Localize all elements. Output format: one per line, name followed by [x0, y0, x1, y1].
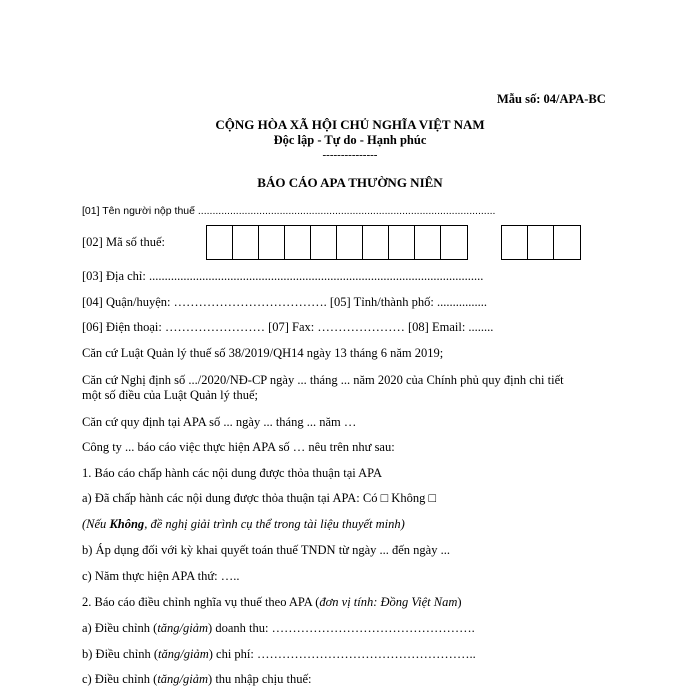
item-2a-pre: a) Điều chỉnh (	[82, 621, 158, 635]
header-separator: ---------------	[322, 149, 378, 161]
tax-code-digit[interactable]	[389, 226, 415, 259]
tax-code-digit[interactable]	[207, 226, 233, 259]
document-title: BÁO CÁO APA THƯỜNG NIÊN	[257, 175, 443, 190]
report-intro: Công ty ... báo cáo việc thực hiện APA số … nêu trên như sau:	[82, 440, 395, 454]
item-2c-emphasis: tăng/giảm	[157, 672, 209, 686]
item-1a: a) Đã chấp hành các nội dung được thỏa thuận tại APA: Có □ Không □	[82, 491, 436, 505]
form-code: Mẫu số: 04/APA-BC	[497, 92, 606, 106]
note-1a-post: , đề nghị giải trình cụ thể trong tài liệu thuyết minh)	[144, 517, 405, 531]
item-2b	[82, 646, 476, 662]
item-1c: c) Năm thực hiện APA thứ: …..	[82, 569, 240, 583]
note-1a	[82, 516, 405, 532]
tax-code-branch-digit[interactable]	[554, 226, 580, 259]
section-2-heading	[82, 594, 462, 610]
tax-code-digit[interactable]	[363, 226, 389, 259]
section-2-post: )	[457, 595, 462, 609]
legal-basis-3: Căn cứ quy định tại APA số ... ngày ... tháng ... năm …	[82, 415, 357, 429]
tax-code-branch-digit[interactable]	[528, 226, 554, 259]
item-2b-pre: b) Điều chỉnh (	[82, 647, 159, 661]
motto: Độc lập - Tự do - Hạnh phúc	[273, 133, 427, 147]
contact-field: [06] Điện thoại: …………………… [07] Fax: ………………… [08] Email: ........	[82, 320, 494, 334]
legal-basis-2-line1: Căn cứ Nghị định số .../2020/NĐ-CP ngày ... tháng ... năm 2020 của Chính phủ quy định chi tiết	[82, 373, 564, 387]
address-field: [03] Địa chỉ: ...........................................................................................................	[82, 269, 484, 283]
tax-code-digit[interactable]	[415, 226, 441, 259]
tax-code-digit[interactable]	[441, 226, 467, 259]
item-2c	[82, 671, 311, 687]
tax-code-digit[interactable]	[233, 226, 259, 259]
section-2-unit: đơn vị tính: Đồng Việt Nam	[319, 595, 458, 609]
taxpayer-name-field: [01] Tên người nộp thuế ......................................................................................................	[82, 205, 496, 217]
tax-code-box-branch[interactable]	[501, 225, 581, 260]
tax-code-branch-digit[interactable]	[502, 226, 528, 259]
item-2a-emphasis: tăng/giảm	[157, 621, 209, 635]
legal-basis-1: Căn cứ Luật Quản lý thuế số 38/2019/QH14 ngày 13 tháng 6 năm 2019;	[82, 346, 444, 360]
tax-code-digit[interactable]	[259, 226, 285, 259]
nation-heading: CỘNG HÒA XÃ HỘI CHỦ NGHĨA VIỆT NAM	[215, 117, 485, 132]
district-province-field: [04] Quận/huyện: ………………………………. [05] Tỉnh/thành phố: ................	[82, 295, 487, 309]
section-1-heading: 1. Báo cáo chấp hành các nội dung được thỏa thuận tại APA	[82, 466, 383, 480]
item-2b-post: ) chi phí: ……………………………………………..	[208, 647, 476, 661]
item-2c-pre: c) Điều chỉnh (	[82, 672, 158, 686]
tax-code-digit[interactable]	[337, 226, 363, 259]
legal-basis-2-line2: một số điều của Luật Quản lý thuế;	[82, 388, 259, 402]
item-1b: b) Áp dụng đối với kỳ khai quyết toán thuế TNDN từ ngày ... đến ngày ...	[82, 543, 450, 557]
item-2c-post: ) thu nhập chịu thuế:	[208, 672, 312, 686]
note-1a-pre: (Nếu	[82, 517, 110, 531]
note-1a-emphasis: Không	[109, 517, 145, 531]
item-2a	[82, 620, 475, 636]
tax-code-box-main[interactable]	[206, 225, 468, 260]
tax-code-digit[interactable]	[311, 226, 337, 259]
item-2a-post: ) doanh thu: ………………………………………….	[208, 621, 475, 635]
tax-code-label: [02] Mã số thuế:	[82, 235, 165, 249]
tax-code-digit[interactable]	[285, 226, 311, 259]
item-2b-emphasis: tăng/giảm	[158, 647, 209, 661]
section-2-pre: 2. Báo cáo điều chỉnh nghĩa vụ thuế theo APA (	[82, 595, 320, 609]
